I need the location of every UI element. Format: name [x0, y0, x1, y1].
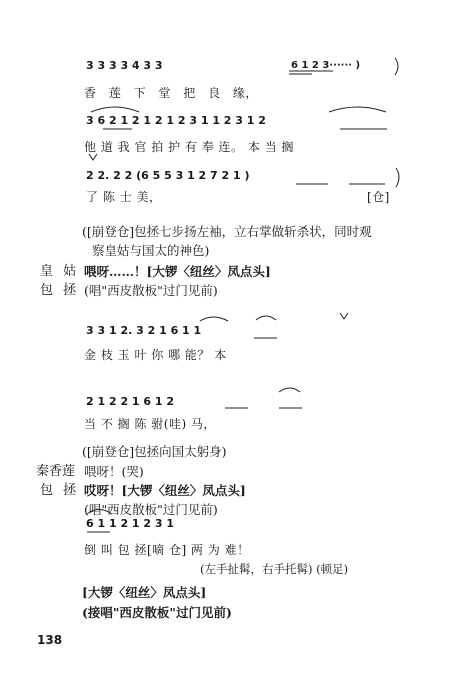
stage-direction: ([崩登仓]包拯七步扬左袖，立右掌做斩杀状，同时观: [82, 224, 372, 239]
notation-row: 3 3 3 3 4 3 3: [86, 59, 163, 72]
speaker-name: 包 拯: [40, 483, 80, 498]
page-number: 138: [37, 633, 63, 647]
percussion-cue: [仓]: [367, 190, 390, 204]
lyric-row: 倒 叫 包 拯[嘀 仓] 两 为 难！: [84, 543, 250, 557]
notation-row: 2 1 2 2 1 6 1 2: [86, 395, 175, 408]
slur-mark: [256, 316, 276, 320]
speaker-name: 秦香莲: [36, 464, 76, 479]
stage-direction: (接唱"西皮散板"过门见前): [82, 605, 232, 620]
stage-direction: 察皇姑与国太的神色): [92, 243, 210, 258]
speaker-name: 皇 姑: [40, 264, 80, 279]
slur-mark: [200, 317, 228, 321]
breath-mark: [89, 154, 97, 160]
dialog-text: 哎呀！[大锣〈纽丝〉凤点头]: [84, 483, 246, 498]
dialog-text: (唱"西皮散板"过门见前): [84, 283, 218, 298]
paren-mark: [396, 168, 399, 187]
notation-row: 3 3 1 2. 3 2 1 6 1 1: [86, 324, 202, 337]
dialog-text: 喂呀！(哭): [84, 464, 144, 479]
speaker-name: 包 拯: [40, 283, 80, 298]
stage-direction: ([崩登仓]包拯向国太躬身): [82, 444, 227, 459]
lyric-row: 了 陈 士 美，: [86, 190, 162, 204]
lyric-row: 他 道 我 官 拍 护 有 奉 连。 本 当 搁: [84, 140, 294, 154]
percussion-cue: [大锣〈纽丝〉凤点头]: [82, 585, 207, 600]
lyric-row: 金 枝 玉 叶 你 哪 能？ 本: [84, 348, 227, 362]
slur-mark: [329, 107, 386, 112]
slur-mark: [91, 107, 139, 112]
notation-row: 6 1 1 2 1 2 3 1: [86, 517, 175, 530]
slur-mark: [279, 388, 300, 392]
lyric-row: 香 莲 下 堂 把 良 缘，: [84, 86, 258, 100]
breath-mark: [340, 313, 348, 319]
lyric-row: 当 不 搁 陈 驸(哇) 马，: [84, 417, 216, 431]
notation-row: 2 2. 2 2 (6 5 5 3 1 2 7 2 1 ): [86, 169, 250, 182]
dialog-text: 喂呀……！[大锣〈纽丝〉凤点头]: [84, 264, 271, 279]
notation-row: 6 1 2 3······ ): [291, 60, 361, 71]
paren-mark: [395, 58, 398, 75]
performance-note: (左手扯髯，右手托髯) (顿足): [200, 562, 349, 576]
dialog-text: (唱"西皮散板"过门见前): [84, 502, 218, 517]
notation-row: 3 6 2 1 2 1 2 1 2 3 1 1 2 3 1 2: [86, 114, 266, 127]
